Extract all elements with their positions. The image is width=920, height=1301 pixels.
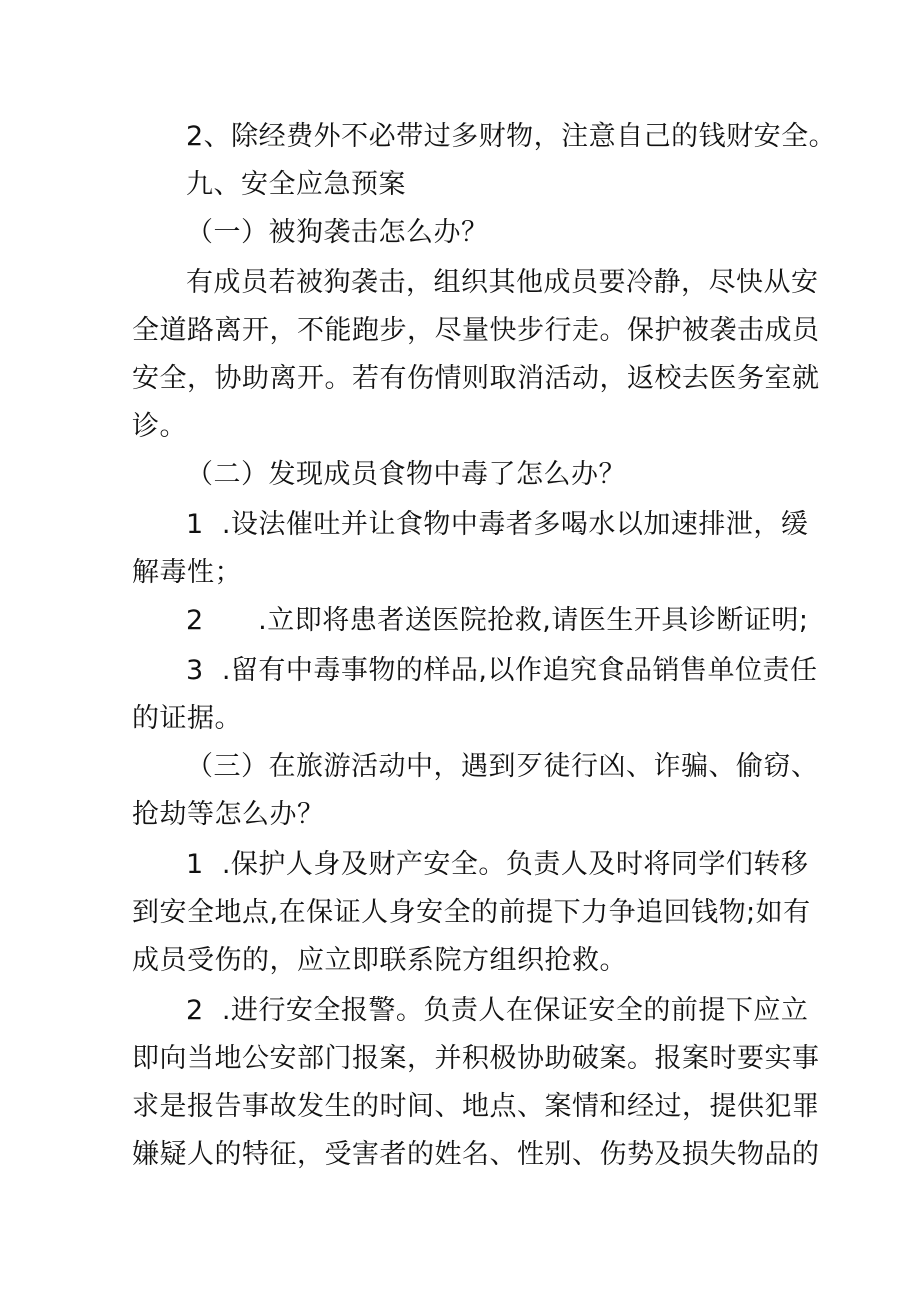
text-line: 有成员若被狗袭击，组织其他成员要冷静，尽快从安 (186, 267, 819, 298)
subsection-heading: （三）在旅游活动中，遇到歹徒行凶、诈骗、偷窃、 (186, 751, 819, 782)
list-item: 2 .立即将患者送医院抢救,请医生开具诊断证明; (186, 605, 809, 636)
text-line: 解毒性； (132, 557, 242, 588)
text-line: 的证据。 (132, 703, 242, 734)
subsection-heading: （二）发现成员食物中毒了怎么办？ (186, 459, 626, 490)
text-line: 到安全地点,在保证人身安全的前提下力争追回钱物;如有 (132, 897, 811, 928)
list-item: 1 .保护人身及财产安全。负责人及时将同学们转移 (186, 849, 809, 880)
text-line: 2、除经费外不必带过多财物，注意自己的钱财安全。 (186, 121, 837, 152)
text-line: 即向当地公安部门报案，并积极协助破案。报案时要实事 (132, 1043, 820, 1074)
list-item: 3 .留有中毒事物的样品,以作追究食品销售单位责任 (186, 655, 818, 686)
text-line: 成员受伤的，应立即联系院方组织抢救。 (132, 945, 627, 976)
subsection-heading: （一）被狗袭击怎么办？ (186, 217, 489, 248)
text-line: 求是报告事故发生的时间、地点、案情和经过，提供犯罪 (132, 1091, 820, 1122)
list-item: 2 .进行安全报警。负责人在保证安全的前提下应立 (186, 995, 809, 1026)
text-line: 抢劫等怎么办？ (132, 799, 325, 830)
text-line: 诊。 (132, 411, 187, 442)
text-line: 全道路离开，不能跑步，尽量快步行走。保护被袭击成员 (132, 315, 820, 346)
text-line: 嫌疑人的特征，受害者的姓名、性别、伤势及损失物品的 (132, 1139, 820, 1170)
section-heading: 九、安全应急预案 (186, 169, 406, 200)
list-item: 1 .设法催吐并让食物中毒者多喝水以加速排泄，缓 (186, 509, 809, 540)
text-line: 安全，协助离开。若有伤情则取消活动，返校去医务室就 (132, 363, 820, 394)
